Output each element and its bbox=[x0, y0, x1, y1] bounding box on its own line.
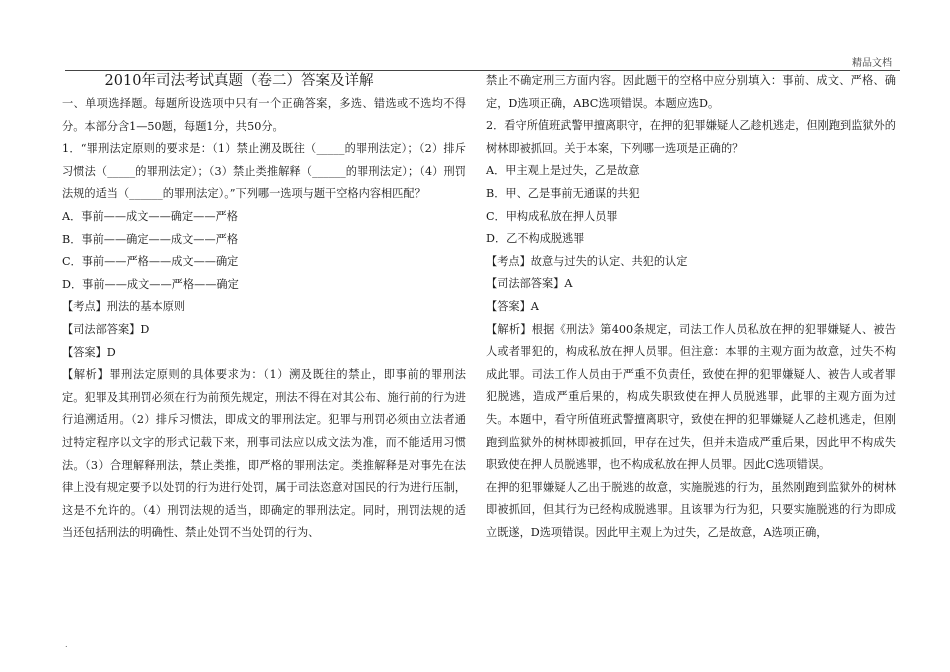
question-1: 1．“罪刑法定原则的要求是：（1）禁止溯及既往（_____的罪刑法定）；（2）排斥习惯法（_____的罪刑法定）；（3）禁止类推解释（______的罪刑法定）；（4）刑罚法规的适当（______的罪刑法定）。”下列哪一选项与题干空格内容相匹配？ bbox=[62, 142, 466, 201]
option-b: B．甲、乙是事前无通谋的共犯 bbox=[486, 186, 640, 200]
left-column bbox=[62, 70, 466, 545]
document-title: 2010年司法考试真题（卷二）答案及详解 bbox=[104, 73, 374, 89]
analysis-paragraph: 在押的犯罪嫌疑人乙出于脱逃的故意，实施脱逃的行为，虽然刚跑到监狱外的树林即被抓回，但其行为已经构成脱逃罪。且该罪为行为犯，只要实施脱逃的行为即成立既遂，D选项错误。因此甲主观上为过失，乙是故意，A选项正确， bbox=[486, 480, 896, 539]
right-column bbox=[486, 70, 896, 544]
analysis-continued: 禁止不确定刑三方面内容。因此题干的空格中应分别填入：事前、成文、严格、确定，D选项正确，ABC选项错误。本题应选D。 bbox=[486, 74, 896, 110]
answer: 【答案】A bbox=[486, 299, 539, 313]
header-watermark: 精品文档 bbox=[852, 58, 892, 69]
official-answer: 【司法部答案】A bbox=[486, 277, 573, 291]
key-point: 【考点】刑法的基本原则 bbox=[62, 300, 186, 314]
paragraph: 一、单项选择题。每题所设选项中只有一个正确答案，多选、错选或不选均不得分。本部分含1—50题，每题1分，共50分。 bbox=[62, 97, 466, 133]
analysis: 【解析】根据《刑法》第400条规定，司法工作人员私放在押的犯罪嫌疑人、被告人或者罪犯的，构成私放在押人员罪。但注意：本罪的主观方面为故意，过失不构成此罪。司法工作人员由于严重不负责任，致使在押的犯罪嫌疑人、被告人或者罪犯脱逃，造成严重后果的，构成失职致使在押人员脱逃罪，此罪的主观方面为过失。本题中，看守所值班武警擅离职守，致使在押的犯罪嫌疑人乙趁机逃走，但刚跑到监狱外的树林即被抓回，甲存在过失，但并未造成严重后果，因此甲不构成失职致使在押人员脱逃罪，也不构成私放在押人员罪。因此C选项错误。 bbox=[486, 322, 896, 472]
option-d: D．事前——成文——严格——确定 bbox=[62, 277, 239, 291]
option-b: B．事前——确定——成文——严格 bbox=[62, 232, 239, 246]
footer-mark: . bbox=[65, 640, 68, 649]
option-c: C．甲构成私放在押人员罪 bbox=[486, 209, 618, 223]
option-a: A．事前——成文——确定——严格 bbox=[62, 209, 238, 223]
official-answer: 【司法部答案】D bbox=[62, 322, 150, 336]
option-c: C．事前——严格——成文——确定 bbox=[62, 255, 239, 269]
option-a: A．甲主观上是过失，乙是故意 bbox=[486, 164, 640, 178]
key-point: 【考点】故意与过失的认定、共犯的认定 bbox=[486, 254, 688, 268]
question-2: 2．看守所值班武警甲擅离职守，在押的犯罪嫌疑人乙趁机逃走，但刚跑到监狱外的树林即被抓回。关于本案，下列哪一选项是正确的？ bbox=[486, 119, 896, 155]
answer: 【答案】D bbox=[62, 345, 116, 359]
analysis: 【解析】罪刑法定原则的具体要求为：（1）溯及既往的禁止，即事前的罪刑法定。犯罪及其刑罚必须在行为前预先规定，刑法不得在对其公布、施行前的行为进行追溯适用。（2）排斥习惯法，即成文的罪刑法定。犯罪与刑罚必须由立法者通过特定程序以文字的形式记载下来，刑事司法应以成文法为准，而不能适用习惯法。（3）合理解释刑法，禁止类推，即严格的罪刑法定。类推解释是对事先在法律上没有规定要予以处罚的行为进行处罚，属于司法恣意对国民的行为进行压制，这是不允许的。（4）刑罚法规的适当，即确定的罪刑法定。同时，刑罚法规的适当还包括刑法的明确性、禁止处罚不当处罚的行为、 bbox=[62, 368, 466, 540]
option-d: D．乙不构成脱逃罪 bbox=[486, 232, 585, 246]
